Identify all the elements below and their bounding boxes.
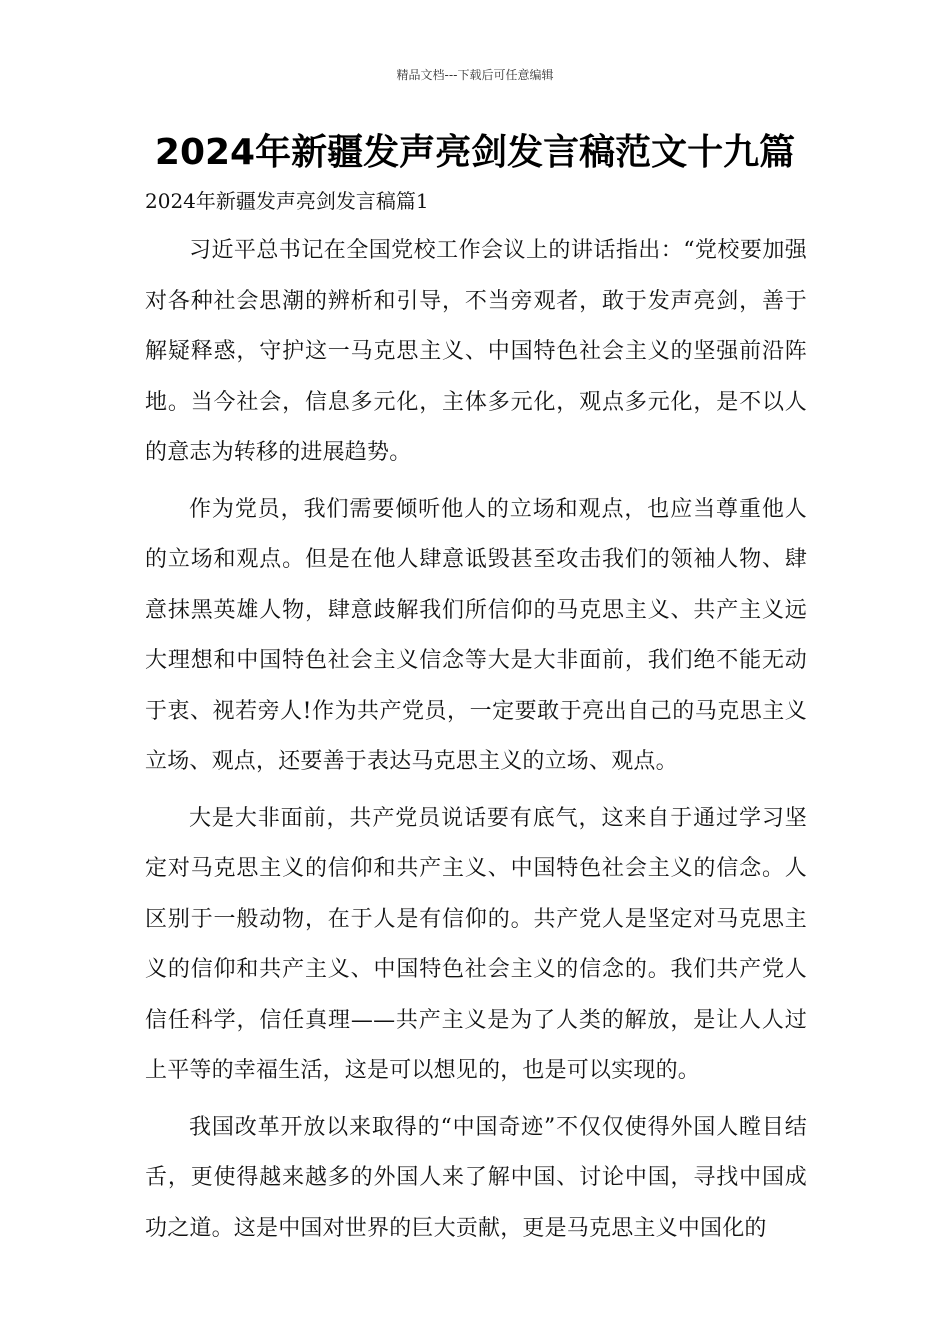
paragraph-2: 作为党员，我们需要倾听他人的立场和观点，也应当尊重他人的立场和观点。但是在他人肆意诋毁甚至攻击我们的领袖人物、肆意抹黑英雄人物，肆意歧解我们所信仰的马克思主义、共产主义远大理想和中国特色社会主义信念等大是大非面前，我们绝不能无动于衷、视若旁人!作为共产党员，一定要敢于亮出自己的马克思主义立场、观点，还要善于表达马克思主义的立场、观点。 [145,496,807,774]
section-heading: 2024年新疆发声亮剑发言稿篇1 [145,189,429,213]
paragraph-3: 大是大非面前，共产党员说话要有底气，这来自于通过学习坚定对马克思主义的信仰和共产主义、中国特色社会主义的信念。人区别于一般动物，在于人是有信仰的。共产党人是坚定对马克思主义的信仰和共产主义、中国特色社会主义的信念的。我们共产党人信任科学，信任真理——共产主义是为了人类的解放，是让人人过上平等的幸福生活，这是可以想见的，也是可以实现的。 [145,805,807,1083]
body-text [145,226,807,1260]
header-note: 精品文档---下载后可任意编辑 [396,68,554,82]
paragraph-4: 我国改革开放以来取得的“中国奇迹”不仅仅使得外国人瞠目结舌，更使得越来越多的外国人来了解中国、讨论中国，寻找中国成功之道。这是中国对世界的巨大贡献，更是马克思主义中国化的 [145,1114,807,1241]
paragraph-1: 习近平总书记在全国党校工作会议上的讲话指出：“党校要加强对各种社会思潮的辨析和引导，不当旁观者，敢于发声亮剑，善于解疑释惑，守护这一马克思主义、中国特色社会主义的坚强前沿阵地。当今社会，信息多元化，主体多元化，观点多元化，是不以人的意志为转移的进展趋势。 [145,238,807,465]
document-title: 2024年新疆发声亮剑发言稿范文十九篇 [154,132,796,173]
